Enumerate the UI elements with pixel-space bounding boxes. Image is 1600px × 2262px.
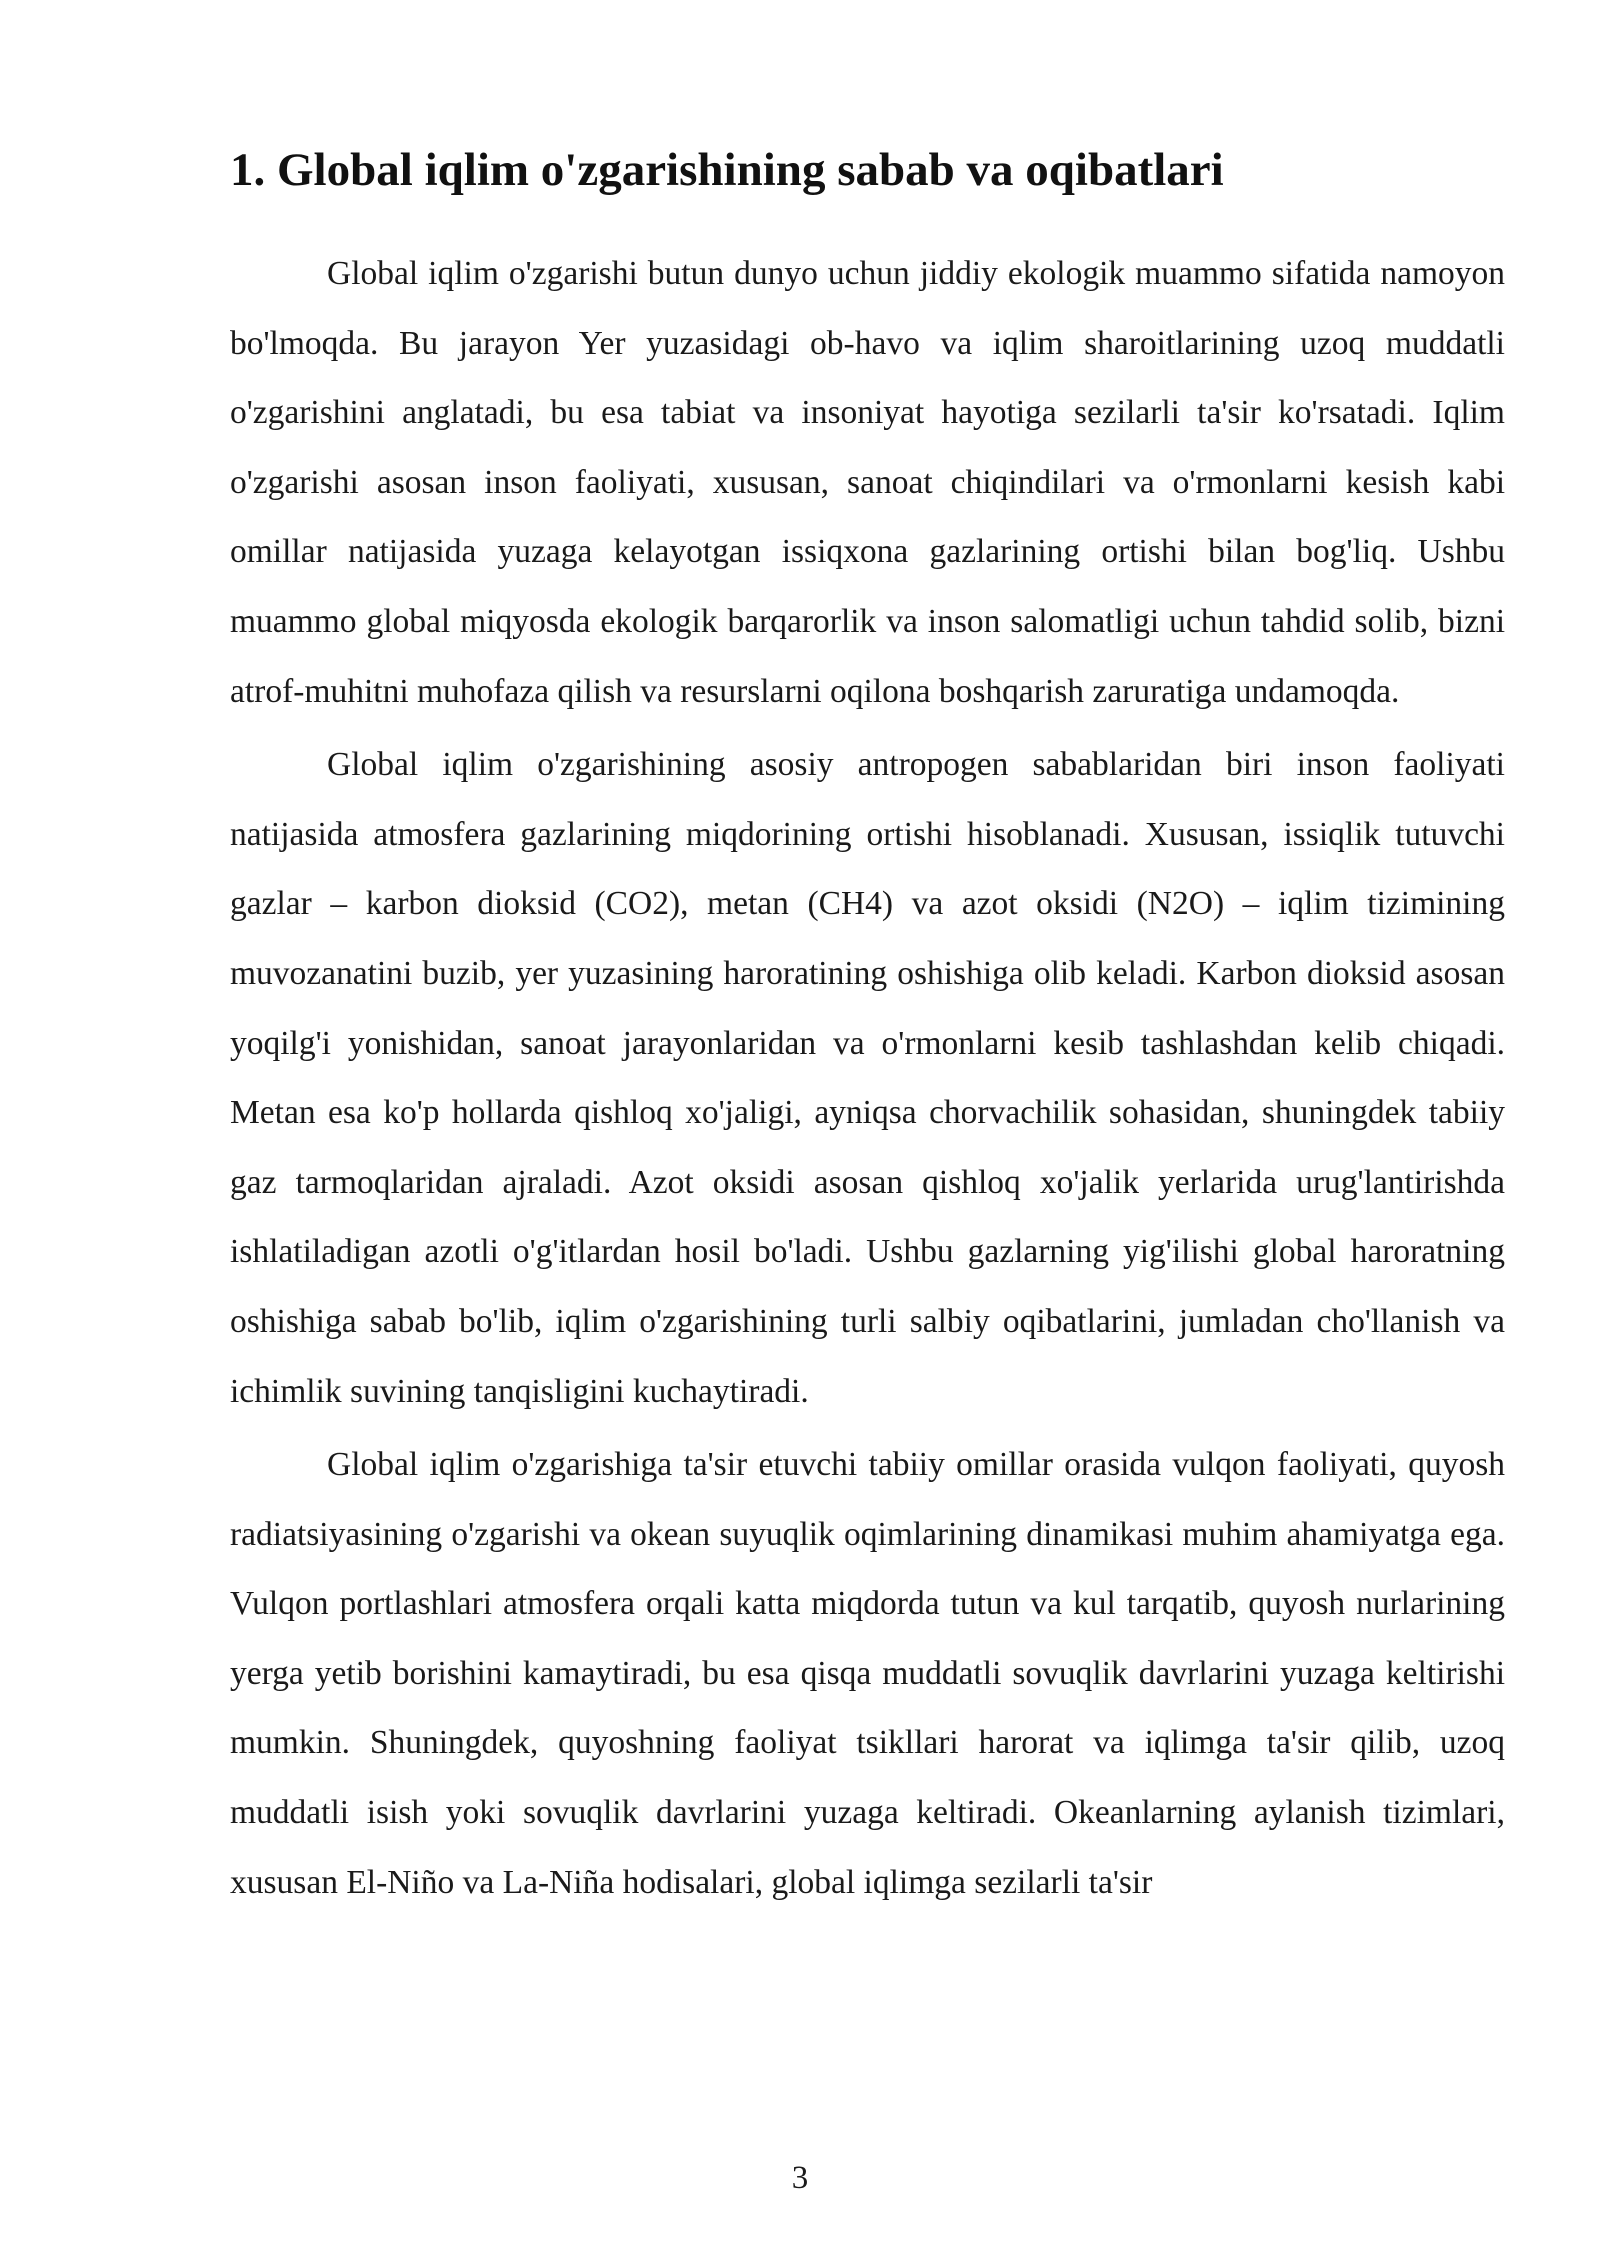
paragraph-anthropogenic-causes: Global iqlim o'zgarishining asosiy antropogen sabablaridan biri inson faoliyati natijasida atmosfera gazlarining miqdorining ortishi hisoblanadi. Xususan, issiqlik tutuvchi gazlar – karbon dioksid (CO2), metan (CH4) va azot oksidi (N2O) – iqlim tizimining muvozanatini buzib, yer yuzasining haroratining oshishiga olib keladi. Karbon dioksid asosan yoqilg'i yonishidan, sanoat jarayonlaridan va o'rmonlarni kesib tashlashdan kelib chiqadi. Metan esa ko'p hollarda qishloq xo'jaligi, ayniqsa chorvachilik sohasidan, shuningdek tabiiy gaz tarmoqlaridan ajraladi. Azot oksidi asosan qishloq xo'jalik yerlarida urug'lantirishda ishlatiladigan azotli o'g'itlardan hosil bo'ladi. Ushbu gazlarning yig'ilishi global haroratning oshishiga sabab bo'lib, iqlim o'zgarishining turli salbiy oqibatlarini, jumladan cho'llanish va ichimlik suvining tanqisligini kuchaytiradi. (230, 746, 1505, 1410)
section-heading: 1. Global iqlim o'zgarishining sabab va oqibatlari (230, 144, 1224, 196)
paragraph-natural-factors: Global iqlim o'zgarishiga ta'sir etuvchi tabiiy omillar orasida vulqon faoliyati, quyosh radiatsiyasining o'zgarishi va okean suyuqlik oqimlarining dinamikasi muhim ahamiyatga ega. Vulqon portlashlari atmosfera orqali katta miqdorda tutun va kul tarqatib, quyosh nurlarining yerga yetib borishini kamaytiradi, bu esa qisqa muddatli sovuqlik davrlarini yuzaga keltirishi mumkin. Shuningdek, quyoshning faoliyat tsikllari harorat va iqlimga ta'sir qilib, uzoq muddatli isish yoki sovuqlik davrlarini yuzaga keltiradi. Okeanlarning aylanish tizimlari, xususan El-Niño va La-Niña hodisalari, global iqlimga sezilarli ta'sir (230, 1446, 1505, 1901)
page-number: 3 (791, 2160, 809, 2196)
body-text (230, 239, 1505, 1921)
paragraph-intro: Global iqlim o'zgarishi butun dunyo uchun jiddiy ekologik muammo sifatida namoyon bo'lmoqda. Bu jarayon Yer yuzasidagi ob-havo va iqlim sharoitlarining uzoq muddatli o'zgarishini anglatadi, bu esa tabiat va insoniyat hayotiga sezilarli ta'sir ko'rsatadi. Iqlim o'zgarishi asosan inson faoliyati, xususan, sanoat chiqindilari va o'rmonlarni kesish kabi omillar natijasida yuzaga kelayotgan issiqxona gazlarining ortishi bilan bog'liq. Ushbu muammo global miqyosda ekologik barqarorlik va inson salomatligi uchun tahdid solib, bizni atrof-muhitni muhofaza qilish va resurslarni oqilona boshqarish zaruratiga undamoqda. (230, 255, 1505, 710)
